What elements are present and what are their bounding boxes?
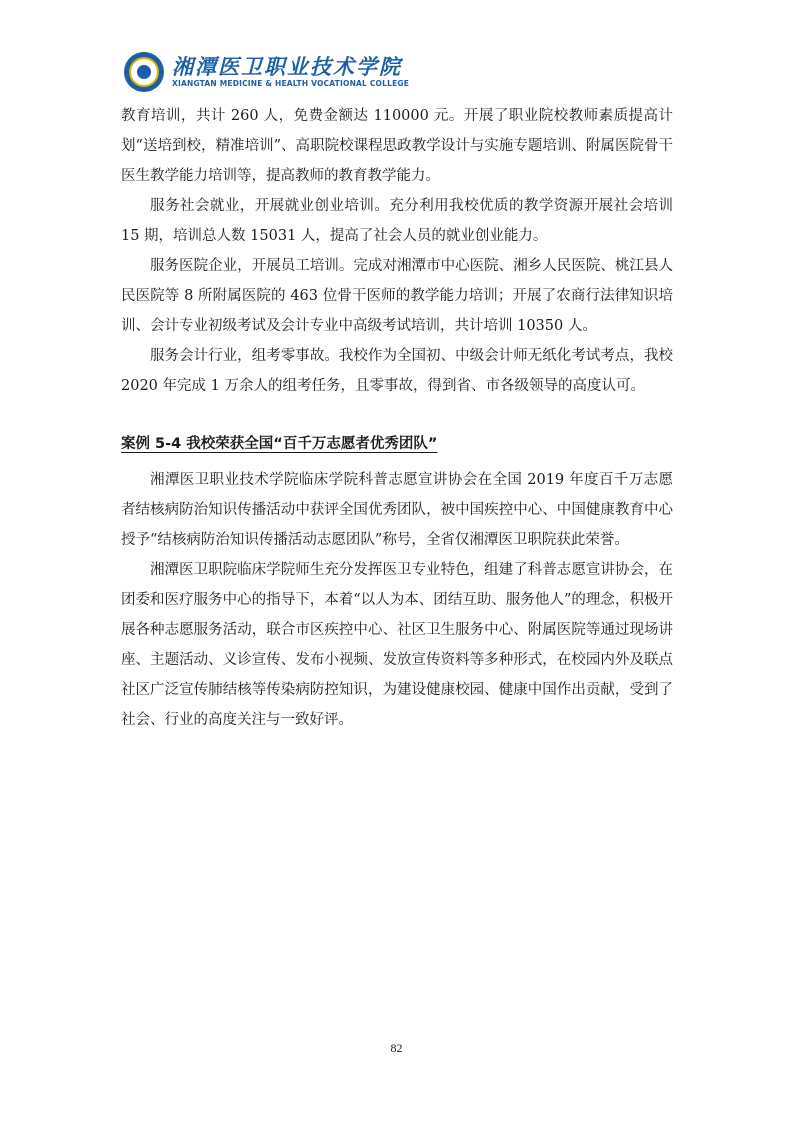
paragraph-staff-training: 服务医院企业，开展员工培训。完成对湘潭市中心医院、湘乡人民医院、桃江县人民医院等 8 所附属医院的 463 位骨干医师的教学能力培训；开展了农商行法律知识培训、会计专业初级考试及会计专业中高级考试培训，共计培训 10350 人。: [121, 258, 673, 334]
case-title: 案例 5-4 我校荣获全国“百千万志愿者优秀团队”: [121, 436, 438, 452]
page-number: 82: [390, 1041, 403, 1055]
paragraph-employment-training: 服务社会就业，开展就业创业培训。充分利用我校优质的教学资源开展社会培训 15 期，培训总人数 15031 人，提高了社会人员的就业创业能力。: [121, 198, 673, 244]
school-name-chinese: 湘潭医卫职业技术学院: [172, 54, 402, 79]
paragraph-teacher-training: 教育培训，共计 260 人，免费金额达 110000 元。开展了职业院校教师素质提高计划“送培到校，精准培训”、高职院校课程思政教学设计与实施专题培训、附属医院骨干医生教学能力培训等，提高教师的教育教学能力。: [121, 108, 673, 184]
paragraph-case-award: 湘潭医卫职业技术学院临床学院科普志愿宣讲协会在全国 2019 年度百千万志愿者结核病防治知识传播活动中获评全国优秀团队，被中国疾控中心、中国健康教育中心授予“结核病防治知识传播活动志愿团队”称号，全省仅湘潭医卫职院获此荣誉。: [121, 472, 673, 548]
paragraph-exam-service: 服务会计行业，组考零事故。我校作为全国初、中级会计师无纸化考试考点，我校 2020 年完成 1 万余人的组考任务，且零事故，得到省、市各级领导的高度认可。: [121, 348, 673, 394]
school-logo: [124, 52, 164, 92]
page-header: [124, 52, 409, 92]
school-name-block: [172, 55, 409, 89]
page-body: [121, 101, 673, 735]
school-name-english: XIANGTAN MEDICINE & HEALTH VOCATIONAL COLLEGE: [172, 79, 410, 88]
paragraph-case-activities: 湘潭医卫职院临床学院师生充分发挥医卫专业特色，组建了科普志愿宣讲协会，在团委和医疗服务中心的指导下，本着“以人为本、团结互助、服务他人”的理念，积极开展各种志愿服务活动，联合市区疾控中心、社区卫生服务中心、附属医院等通过现场讲座、主题活动、义诊宣传、发布小视频、发放宣传资料等多种形式，在校园内外及联点社区广泛宣传肺结核等传染病防控知识，为建设健康校园、健康中国作出贡献，受到了社会、行业的高度关注与一致好评。: [121, 562, 673, 728]
